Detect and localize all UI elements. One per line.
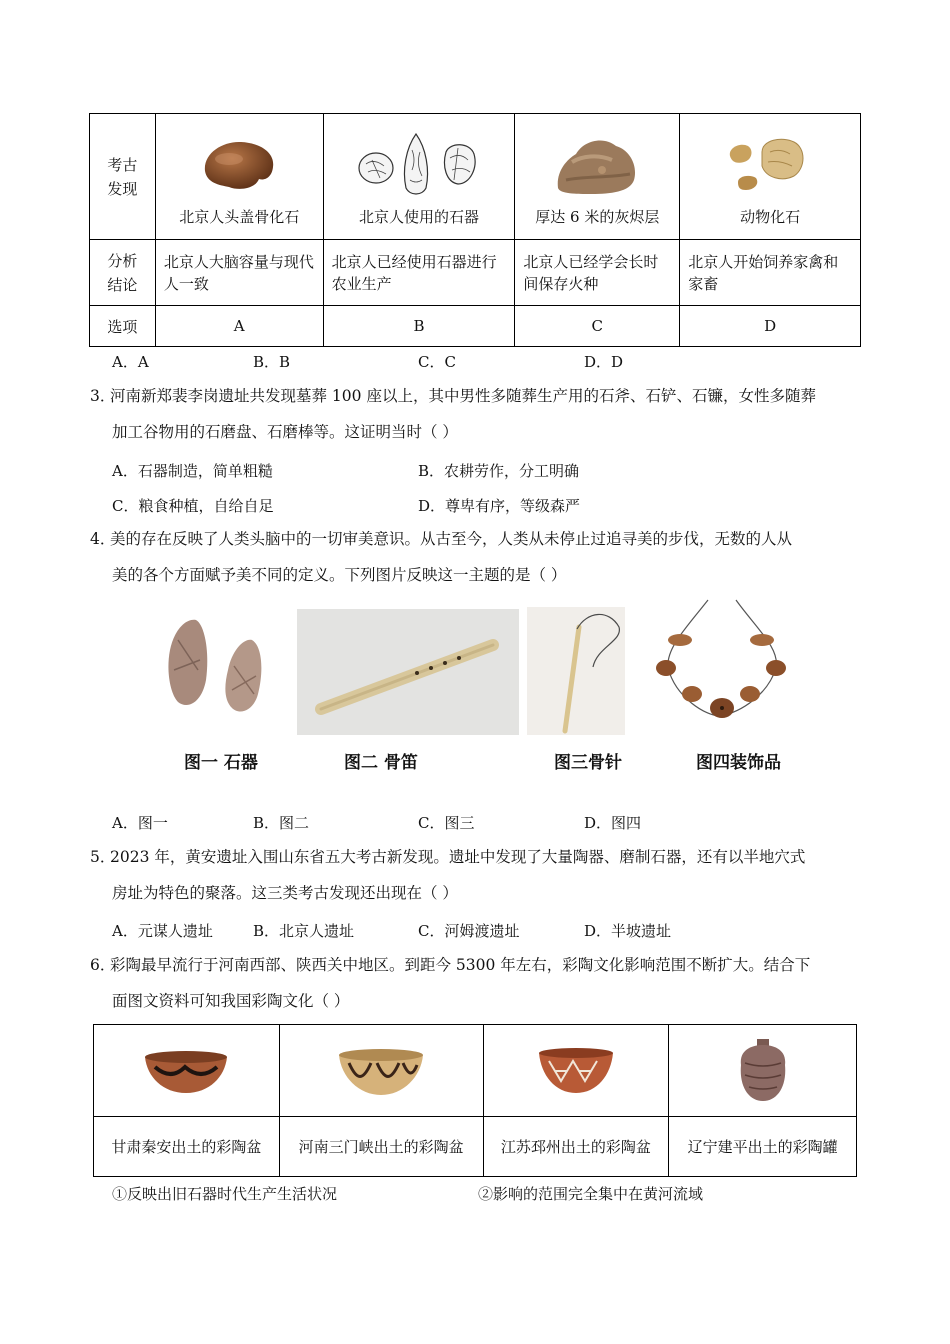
fig3-caption: 图三骨针 (554, 753, 622, 773)
fig4-caption: 图四装饰品 (696, 753, 781, 773)
ash-layer-image (515, 126, 679, 204)
q6-statement-1[interactable]: ①反映出旧石器时代生产生活状况 (112, 1185, 338, 1203)
q3-option-a[interactable]: A．石器制造，简单粗糙 (112, 462, 273, 480)
discovery-cell-c (515, 114, 680, 240)
q3-stem (90, 378, 865, 450)
q4-stem-line2: 美的各个方面赋予美不同的定义。下列图片反映这一主题的是（ ） (112, 566, 567, 584)
liaoning-jar-image (669, 1026, 856, 1116)
option-letter-a: A (155, 306, 323, 347)
animal-fossil-image (680, 126, 860, 204)
q4-option-a[interactable]: A．图一 (112, 814, 168, 832)
q4-option-d[interactable]: D．图四 (584, 814, 642, 832)
option-letter-b: B (323, 306, 515, 347)
q6-pottery-table (93, 1024, 857, 1177)
q6-stem-line1: 彩陶最早流行于河南西部、陕西关中地区。到距今 5300 年左右，彩陶文化影响范围不断扩大。结合下 (110, 956, 811, 974)
stone-tools-image (324, 126, 515, 204)
conclusion-d: 北京人开始饲养家禽和家畜 (680, 240, 861, 306)
q4-stem-line1: 美的存在反映了人类头脑中的一切审美意识。从古至今，人类从未停止过追寻美的步伐，无数的人从 (110, 530, 793, 548)
discovery-cell-a (155, 114, 323, 240)
row-label-conclusion-text: 分析 结论 (107, 251, 138, 294)
q6-stem (90, 947, 865, 1019)
fig1-caption: 图一 石器 (184, 753, 258, 773)
fig2-bone-flute-image (297, 609, 519, 735)
fig4-ornament-image (646, 598, 796, 732)
q5-option-a[interactable]: A．元谋人遗址 (112, 922, 213, 940)
q4-number: 4． (90, 530, 116, 548)
pottery-caption-4: 辽宁建平出土的彩陶罐 (669, 1117, 857, 1177)
q3-option-c[interactable]: C．粮食种植，自给自足 (112, 497, 274, 515)
henan-basin-image (280, 1026, 483, 1116)
conclusion-c: 北京人已经学会长时间保存火种 (515, 240, 680, 306)
option-letter-d: D (680, 306, 861, 347)
q2-option-c[interactable]: C．C (418, 353, 456, 371)
q2-option-d[interactable]: D．D (584, 353, 624, 371)
row-label-discovery (90, 114, 156, 240)
conclusion-b: 北京人已经使用石器进行农业生产 (323, 240, 515, 306)
pottery-cell-2 (279, 1025, 483, 1117)
fig2-caption: 图二 骨笛 (344, 753, 418, 773)
q2-table (89, 113, 861, 347)
discovery-caption-b: 北京人使用的石器 (358, 208, 479, 226)
q4-option-c[interactable]: C．图三 (418, 814, 475, 832)
q3-stem-line2: 加工谷物用的石磨盘、石磨棒等。这证明当时（ ） (112, 423, 458, 441)
q4-stem (90, 521, 865, 593)
q2-option-a[interactable]: A．A (112, 353, 149, 371)
q5-option-b[interactable]: B．北京人遗址 (253, 922, 355, 940)
pottery-caption-3: 江苏邳州出土的彩陶盆 (483, 1117, 669, 1177)
q5-stem (90, 839, 865, 911)
q6-number: 6． (90, 956, 116, 974)
q3-number: 3． (90, 387, 116, 405)
skull-fossil-image (156, 126, 323, 204)
q6-statement-2[interactable]: ②影响的范围完全集中在黄河流域 (478, 1185, 704, 1203)
q3-stem-line1: 河南新郑裴李岗遗址共发现墓葬 100 座以上，其中男性多随葬生产用的石斧、石铲、石镰，女性多随葬 (110, 387, 816, 405)
pottery-caption-1: 甘肃秦安出土的彩陶盆 (94, 1117, 280, 1177)
q2-option-b[interactable]: B．B (253, 353, 291, 371)
q6-stem-line2: 面图文资料可知我国彩陶文化（ ） (112, 992, 350, 1010)
q5-number: 5． (90, 848, 116, 866)
pottery-cell-1 (94, 1025, 280, 1117)
row-label-option: 选项 (90, 306, 156, 347)
q5-option-c[interactable]: C．河姆渡遗址 (418, 922, 520, 940)
discovery-caption-d: 动物化石 (740, 208, 801, 226)
pottery-caption-2: 河南三门峡出土的彩陶盆 (279, 1117, 483, 1177)
q4-option-b[interactable]: B．图二 (253, 814, 310, 832)
q3-option-b[interactable]: B．农耕劳作，分工明确 (418, 462, 580, 480)
pottery-cell-4 (669, 1025, 857, 1117)
q3-option-d[interactable]: D．尊卑有序，等级森严 (418, 497, 581, 515)
discovery-caption-a: 北京人头盖骨化石 (179, 208, 300, 226)
q5-stem-line1: 2023 年，黄安遗址入围山东省五大考古新发现。遗址中发现了大量陶器、磨制石器，还有以半地穴式 (110, 848, 806, 866)
gansu-basin-image (94, 1026, 279, 1116)
q5-option-d[interactable]: D．半坡遗址 (584, 922, 672, 940)
conclusion-a: 北京人大脑容量与现代人一致 (155, 240, 323, 306)
option-letter-c: C (515, 306, 680, 347)
row-label-discovery-text: 考古 发现 (107, 155, 138, 198)
row-label-conclusion (90, 240, 156, 306)
jiangsu-basin-image (484, 1026, 669, 1116)
pottery-cell-3 (483, 1025, 669, 1117)
q5-stem-line2: 房址为特色的聚落。这三类考古发现还出现在（ ） (112, 884, 458, 902)
discovery-cell-d (680, 114, 861, 240)
discovery-cell-b (323, 114, 515, 240)
discovery-caption-c: 厚达 6 米的灰烬层 (535, 208, 660, 226)
fig1-stone-tools-image (160, 610, 280, 729)
fig3-bone-needle-image (527, 607, 625, 735)
